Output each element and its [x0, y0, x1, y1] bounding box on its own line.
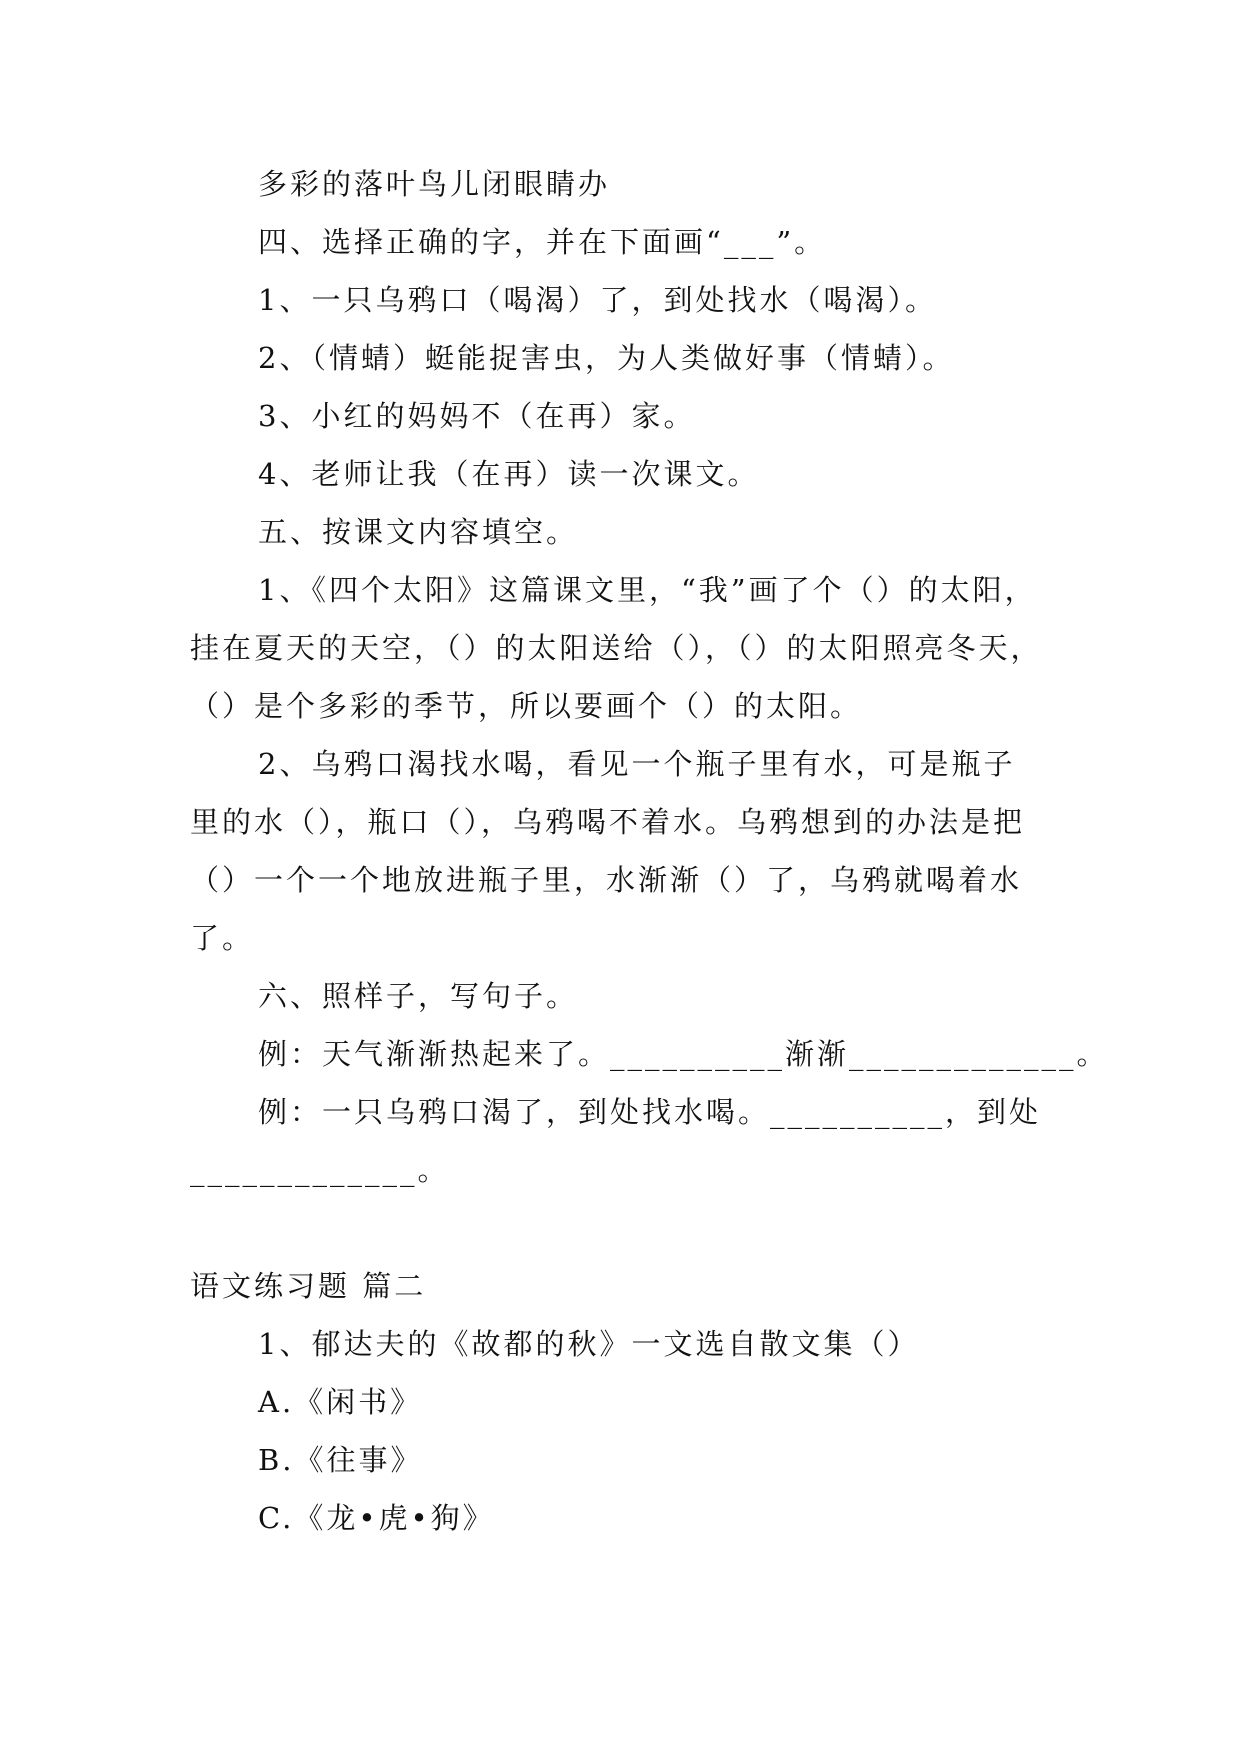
question-item: 1、一只乌鸦口（喝渴）了，到处找水（喝渴）。 [258, 283, 937, 317]
question-item: 1、《四个太阳》这篇课文里，“我”画了个（）的太阳， [258, 573, 1037, 607]
question-item: 3、小红的妈妈不（在再）家。 [258, 399, 696, 433]
text-line: 了。 [190, 921, 255, 955]
example-line: 例：天气渐渐热起来了。__________渐渐_____________。 [258, 1037, 1109, 1071]
text-line: （）是个多彩的季节，所以要画个（）的太阳。 [190, 689, 863, 723]
text-line: 挂在夏天的天空，（）的太阳送给（），（）的太阳照亮冬天， [190, 631, 1043, 665]
text-line: （）一个一个地放进瓶子里，水渐渐（）了，乌鸦就喝着水 [190, 863, 1023, 897]
question-item: 2、（情蜻）蜓能捉害虫，为人类做好事（情蜻）。 [258, 341, 955, 375]
question-item: 4、老师让我（在再）读一次课文。 [258, 457, 760, 491]
answer-option: B.《往事》 [258, 1443, 423, 1477]
section-heading: 四、选择正确的字，并在下面画“___”。 [258, 225, 827, 259]
answer-option: C.《龙•虎•狗》 [258, 1501, 495, 1535]
question-item: 2、乌鸦口渴找水喝，看见一个瓶子里有水，可是瓶子 [258, 747, 1016, 781]
example-line: 例：一只乌鸦口渴了，到处找水喝。__________，到处 [258, 1095, 1042, 1129]
part-title: 语文练习题 篇二 [190, 1269, 427, 1303]
text-line: 多彩的落叶鸟儿闭眼睛办 [258, 167, 611, 201]
text-line: _____________。 [190, 1153, 450, 1187]
text-line: 里的水（），瓶口（），乌鸦喝不着水。乌鸦想到的办法是把 [190, 805, 1026, 839]
question-item: 1、郁达夫的《故都的秋》一文选自散文集（） [258, 1327, 920, 1361]
answer-option: A.《闲书》 [258, 1385, 423, 1419]
section-heading: 六、照样子，写句子。 [258, 979, 579, 1013]
section-heading: 五、按课文内容填空。 [258, 515, 579, 549]
